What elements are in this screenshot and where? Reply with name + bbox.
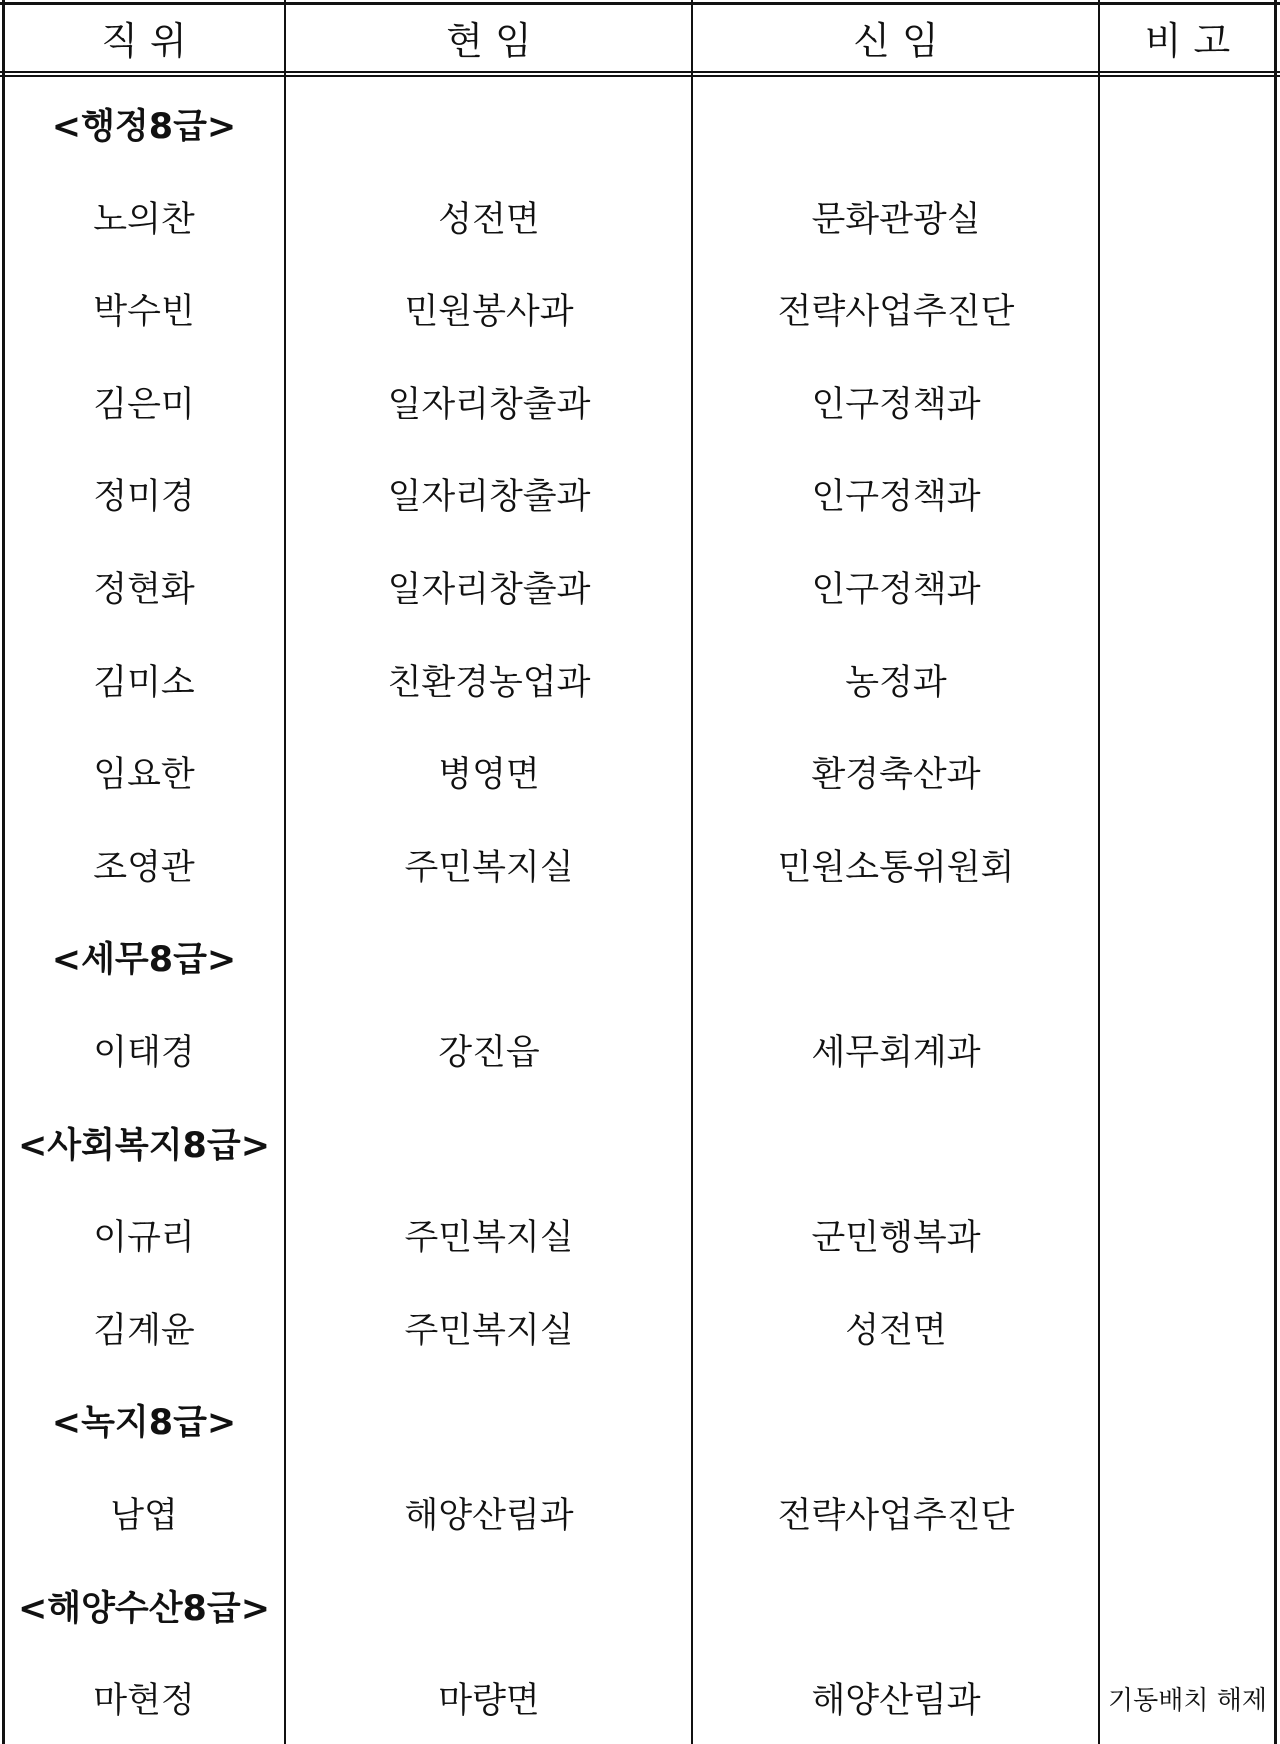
name-cell: 노의찬 xyxy=(93,199,195,240)
table-row xyxy=(0,1652,1280,1744)
new-post-cell: 농정과 xyxy=(845,662,947,703)
new-post-cell: 환경축산과 xyxy=(811,755,981,796)
current-post-cell: 주민복지실 xyxy=(404,1218,574,1259)
category-row xyxy=(0,1097,1280,1189)
remarks-cell xyxy=(1101,1097,1274,1189)
new-post-cell: 문화관광실 xyxy=(811,199,981,240)
current-post-cell: 강진읍 xyxy=(438,1033,540,1073)
name-cell: 김은미 xyxy=(93,384,195,425)
current-post-cell xyxy=(287,1097,691,1189)
new-post-cell: 성전면 xyxy=(845,1310,947,1351)
grade-category-label: <해양수산8급> xyxy=(17,1588,271,1629)
new-post-cell: 전략사업추진단 xyxy=(777,1496,1015,1536)
new-post-cell xyxy=(694,1374,1098,1466)
new-post-cell: 인구정책과 xyxy=(811,570,981,610)
table-row xyxy=(0,726,1280,818)
table-row xyxy=(0,1189,1280,1281)
name-cell: 이태경 xyxy=(93,1033,195,1073)
new-post-cell xyxy=(694,911,1098,1003)
name-cell: 김계윤 xyxy=(93,1310,195,1351)
current-post-cell: 일자리창출과 xyxy=(387,384,591,425)
remarks-cell xyxy=(1101,1282,1274,1374)
remarks-cell xyxy=(1101,911,1274,1003)
name-cell: 남엽 xyxy=(110,1496,178,1536)
remarks-cell xyxy=(1101,541,1274,633)
name-cell: 정현화 xyxy=(93,570,195,610)
table-row xyxy=(0,1467,1280,1559)
new-post-cell: 군민행복과 xyxy=(811,1218,981,1259)
current-post-cell xyxy=(287,911,691,1003)
table-row xyxy=(0,356,1280,448)
new-post-cell: 인구정책과 xyxy=(811,477,981,518)
current-post-cell: 친환경농업과 xyxy=(387,662,591,703)
table-row xyxy=(0,263,1280,355)
remarks-cell xyxy=(1101,1374,1274,1466)
category-row xyxy=(0,1374,1280,1466)
remarks-cell xyxy=(1101,819,1274,911)
remarks-cell xyxy=(1101,1004,1274,1096)
new-post-cell: 세무회계과 xyxy=(811,1033,981,1073)
new-post-cell xyxy=(694,1097,1098,1189)
remarks-cell: 기동배치 해제 xyxy=(1108,1685,1267,1716)
remarks-cell xyxy=(1101,726,1274,818)
table-row xyxy=(0,1004,1280,1096)
header-remarks: 비 고 xyxy=(1144,18,1231,63)
grade-category-label: <세무8급> xyxy=(51,940,237,981)
header-rule-lower xyxy=(0,75,1280,77)
current-post-cell: 주민복지실 xyxy=(404,1310,574,1351)
name-cell: 박수빈 xyxy=(93,292,195,333)
remarks-cell xyxy=(1101,263,1274,355)
name-cell: 김미소 xyxy=(93,662,195,703)
current-post-cell: 일자리창출과 xyxy=(387,477,591,518)
name-cell: 마현정 xyxy=(93,1681,195,1722)
remarks-cell xyxy=(1101,171,1274,263)
category-row xyxy=(0,1560,1280,1652)
table-row xyxy=(0,171,1280,263)
grade-category-label: <행정8급> xyxy=(51,107,237,147)
name-cell: 임요한 xyxy=(93,755,195,796)
current-post-cell xyxy=(287,78,691,170)
remarks-cell xyxy=(1101,356,1274,448)
remarks-cell xyxy=(1101,448,1274,540)
grade-category-label: <사회복지8급> xyxy=(17,1125,271,1166)
current-post-cell: 마량면 xyxy=(438,1681,540,1722)
table-row xyxy=(0,819,1280,911)
grade-category-label: <녹지8급> xyxy=(51,1403,237,1444)
remarks-cell xyxy=(1101,1467,1274,1559)
header-new-post: 신 임 xyxy=(853,18,939,63)
new-post-cell xyxy=(694,78,1098,170)
name-cell: 조영관 xyxy=(93,847,195,888)
table-row xyxy=(0,541,1280,633)
header-current-post: 현 임 xyxy=(446,18,532,63)
remarks-cell xyxy=(1101,78,1274,170)
category-row xyxy=(0,78,1280,170)
current-post-cell: 성전면 xyxy=(438,199,540,240)
current-post-cell: 민원봉사과 xyxy=(404,292,574,333)
header-position: 직 위 xyxy=(101,18,187,63)
current-post-cell: 해양산림과 xyxy=(404,1496,574,1536)
current-post-cell: 일자리창출과 xyxy=(387,570,591,610)
header-rule-upper xyxy=(0,71,1280,73)
new-post-cell xyxy=(694,1560,1098,1652)
current-post-cell xyxy=(287,1374,691,1466)
new-post-cell: 해양산림과 xyxy=(811,1681,981,1722)
table-row xyxy=(0,634,1280,726)
remarks-cell xyxy=(1101,1189,1274,1281)
table-row xyxy=(0,1282,1280,1374)
new-post-cell: 인구정책과 xyxy=(811,384,981,425)
name-cell: 정미경 xyxy=(93,477,195,518)
table-row xyxy=(0,448,1280,540)
current-post-cell xyxy=(287,1560,691,1652)
new-post-cell: 민원소통위원회 xyxy=(777,847,1015,888)
remarks-cell xyxy=(1101,634,1274,726)
current-post-cell: 주민복지실 xyxy=(404,847,574,888)
name-cell: 이규리 xyxy=(93,1218,195,1259)
new-post-cell: 전략사업추진단 xyxy=(777,292,1015,333)
remarks-cell xyxy=(1101,1560,1274,1652)
category-row xyxy=(0,911,1280,1003)
current-post-cell: 병영면 xyxy=(438,755,540,796)
